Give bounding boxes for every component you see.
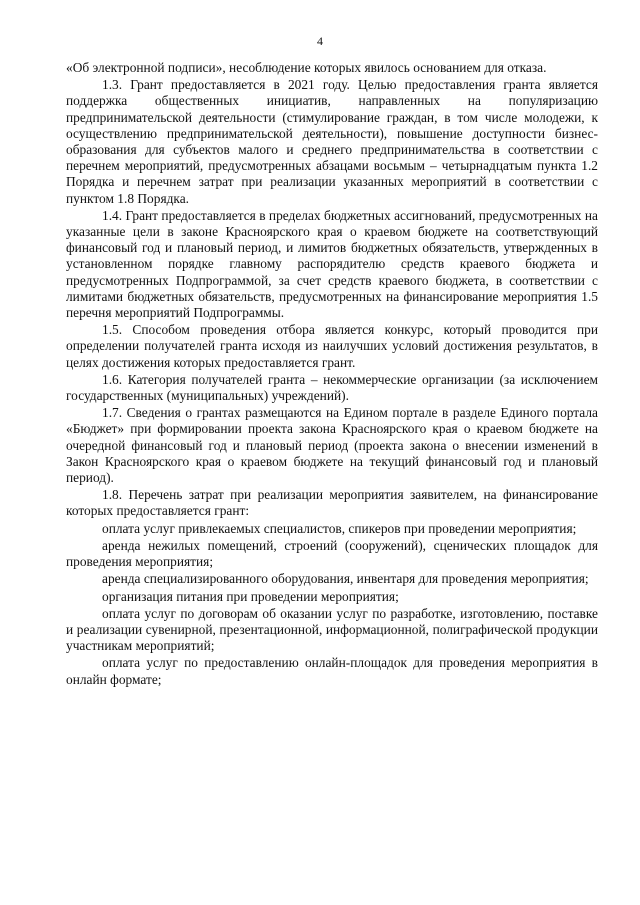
paragraph-1-8: 1.8. Перечень затрат при реализации мероприятия заявителем, на финансирование которых предоставляется грант: — [66, 487, 598, 519]
list-item-catering: организация питания при проведении мероприятия; — [102, 588, 399, 604]
paragraph-1-6: 1.6. Категория получателей гранта – некоммерческие организации (за исключением государственных (муниципальных) учреждений). — [66, 371, 598, 404]
page-number: 4 — [317, 34, 323, 48]
list-item-specialists: оплата услуг привлекаемых специалистов, спикеров при проведении мероприятия; — [102, 520, 577, 536]
document-body — [66, 60, 598, 689]
paragraph-continuation: «Об электронной подписи», несоблюдение которых явилось основанием для отказа. — [66, 60, 547, 75]
paragraph-1-3: 1.3. Грант предоставляется в 2021 году. Целью предоставления гранта является поддержка общественных инициатив, направленных на популяризацию предпринимательской деятельности (стимулирование граждан, в том числе молодежи, к осуществлению предпринимательской деятельности), повышение доступности бизнес-образования для субъектов малого и среднего предпринимательства в соответствии с перечнем мероприятий, предусмотренных абзацами восьмым – четырнадцатым пункта 1.2 Порядка и перечнем затрат при реализации указанных мероприятий в соответствии с пунктом 1.8 Порядка. — [66, 77, 598, 206]
list-item-equipment: аренда специализированного оборудования, инвентаря для проведения мероприятия; — [102, 571, 589, 587]
list-item-online-platforms: оплата услуг по предоставлению онлайн-площадок для проведения мероприятия в онлайн формате; — [66, 655, 598, 687]
paragraph-1-4: 1.4. Грант предоставляется в пределах бюджетных ассигнований, предусмотренных на указанные цели в законе Красноярского края о краевом бюджете на соответствующий финансовый год и плановый период, и лимитов бюджетных обязательств, утвержденных в установленном порядке главному распорядителю средств краевого бюджета и предусмотренных Подпрограммой, за счет средств краевого бюджета, в соответствии с лимитами бюджетных обязательств, предусмотренных на финансирование мероприятия 1.5 перечня мероприятий Подпрограммы. — [66, 207, 598, 321]
paragraph-1-7: 1.7. Сведения о грантах размещаются на Едином портале в разделе Единого портала «Бюджет» при формировании проекта закона Красноярского края о краевом бюджете на очередной финансовый год и плановый период (проекта закона о внесении изменений в Закон Красноярского края о краевом бюджете на текущий финансовый год и плановый период). — [66, 405, 598, 486]
paragraph-1-5: 1.5. Способом проведения отбора является конкурс, который проводится при определении получателей гранта исходя из наилучших условий достижения результатов, в целях достижения которых предоставляется грант. — [66, 322, 598, 370]
list-item-premises: аренда нежилых помещений, строений (сооружений), сценических площадок для проведения мероприятия; — [66, 537, 598, 570]
list-item-souvenirs: оплата услуг по договорам об оказании услуг по разработке, изготовлению, поставке и реализации сувенирной, презентационной, информационной, полиграфической продукции участникам мероприятий; — [66, 605, 598, 654]
